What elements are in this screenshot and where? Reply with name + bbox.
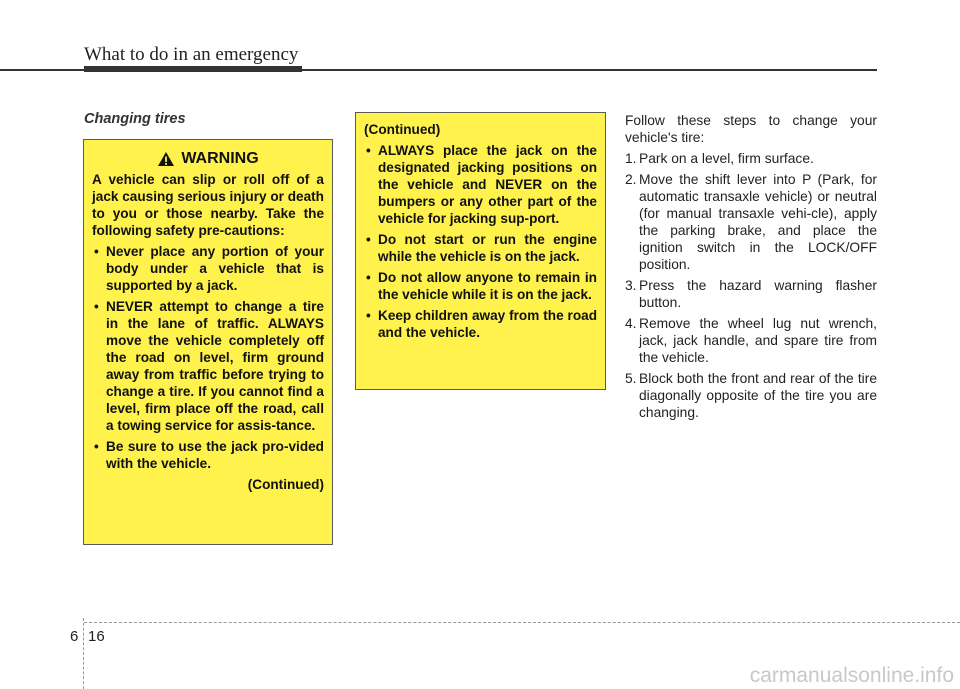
page-number: 16 xyxy=(88,628,105,645)
header-rule xyxy=(0,69,877,71)
step-number: 2. xyxy=(625,172,637,187)
step-item xyxy=(625,315,877,366)
warning-triangle-icon xyxy=(157,151,175,167)
warning-bullet-list xyxy=(92,243,324,472)
steps-intro: Follow these steps to change your vehicle's tire: xyxy=(625,113,877,145)
warning-continued-box xyxy=(355,112,606,390)
step-text: Move the shift lever into P (Park, for automatic transaxle vehicle) or neutral (for manual transaxle vehi-cle), apply the parking brake, and place the ignition switch in the LOCK/OFF position. xyxy=(639,172,877,272)
watermark: carmanualsonline.info xyxy=(749,664,954,687)
step-text: Block both the front and rear of the tire diagonally opposite of the tire you are changing. xyxy=(639,371,877,420)
page-header-title: What to do in an emergency xyxy=(84,44,299,65)
warning-heading-row xyxy=(92,150,324,167)
warning-intro: A vehicle can slip or roll off of a jack causing serious injury or death to you or those nearby. Take the following safety pre-cautions: xyxy=(92,172,324,238)
step-text: Park on a level, firm surface. xyxy=(639,151,814,166)
continued-heading: (Continued) xyxy=(364,122,441,137)
steps-list xyxy=(625,150,877,421)
continued-bullet: • ALWAYS place the jack on the designated jacking positions on the vehicle and NEVER on the bumpers or any other part of the vehicle for jacking sup-port. xyxy=(364,142,597,227)
step-number: 4. xyxy=(625,316,637,331)
step-item xyxy=(625,370,877,421)
footer-divider xyxy=(83,618,84,689)
step-item xyxy=(625,150,877,167)
warning-heading: WARNING xyxy=(181,150,259,167)
continued-bullet: • Keep children away from the road and the vehicle. xyxy=(364,307,597,341)
step-item xyxy=(625,277,877,311)
continued-bullet: • Do not start or run the engine while the vehicle is on the jack. xyxy=(364,231,597,265)
warning-box xyxy=(83,139,333,545)
footer-rule xyxy=(84,622,960,623)
tire-change-steps xyxy=(625,112,877,425)
step-number: 3. xyxy=(625,278,637,293)
chapter-number: 6 xyxy=(70,628,79,645)
step-text: Press the hazard warning flasher button. xyxy=(639,278,877,310)
step-text: Remove the wheel lug nut wrench, jack, jack handle, and spare tire from the vehicle. xyxy=(639,316,877,365)
step-item xyxy=(625,171,877,273)
warning-bullet: • Be sure to use the jack pro-vided with the vehicle. xyxy=(92,438,324,472)
warning-bullet: • Never place any portion of your body under a vehicle that is supported by a jack. xyxy=(92,243,324,294)
step-number: 5. xyxy=(625,371,637,386)
warning-bullet: • NEVER attempt to change a tire in the lane of traffic. ALWAYS move the vehicle completely off the road on level, firm ground away from traffic before trying to change a tire. If you cannot find a level, firm place off the road, call a towing service for assis-tance. xyxy=(92,298,324,434)
step-number: 1. xyxy=(625,151,637,166)
continued-bullet: • Do not allow anyone to remain in the vehicle while it is on the jack. xyxy=(364,269,597,303)
warning-continued-label: (Continued) xyxy=(247,477,324,492)
continued-bullet-list xyxy=(364,142,597,341)
section-title: Changing tires xyxy=(84,111,186,127)
